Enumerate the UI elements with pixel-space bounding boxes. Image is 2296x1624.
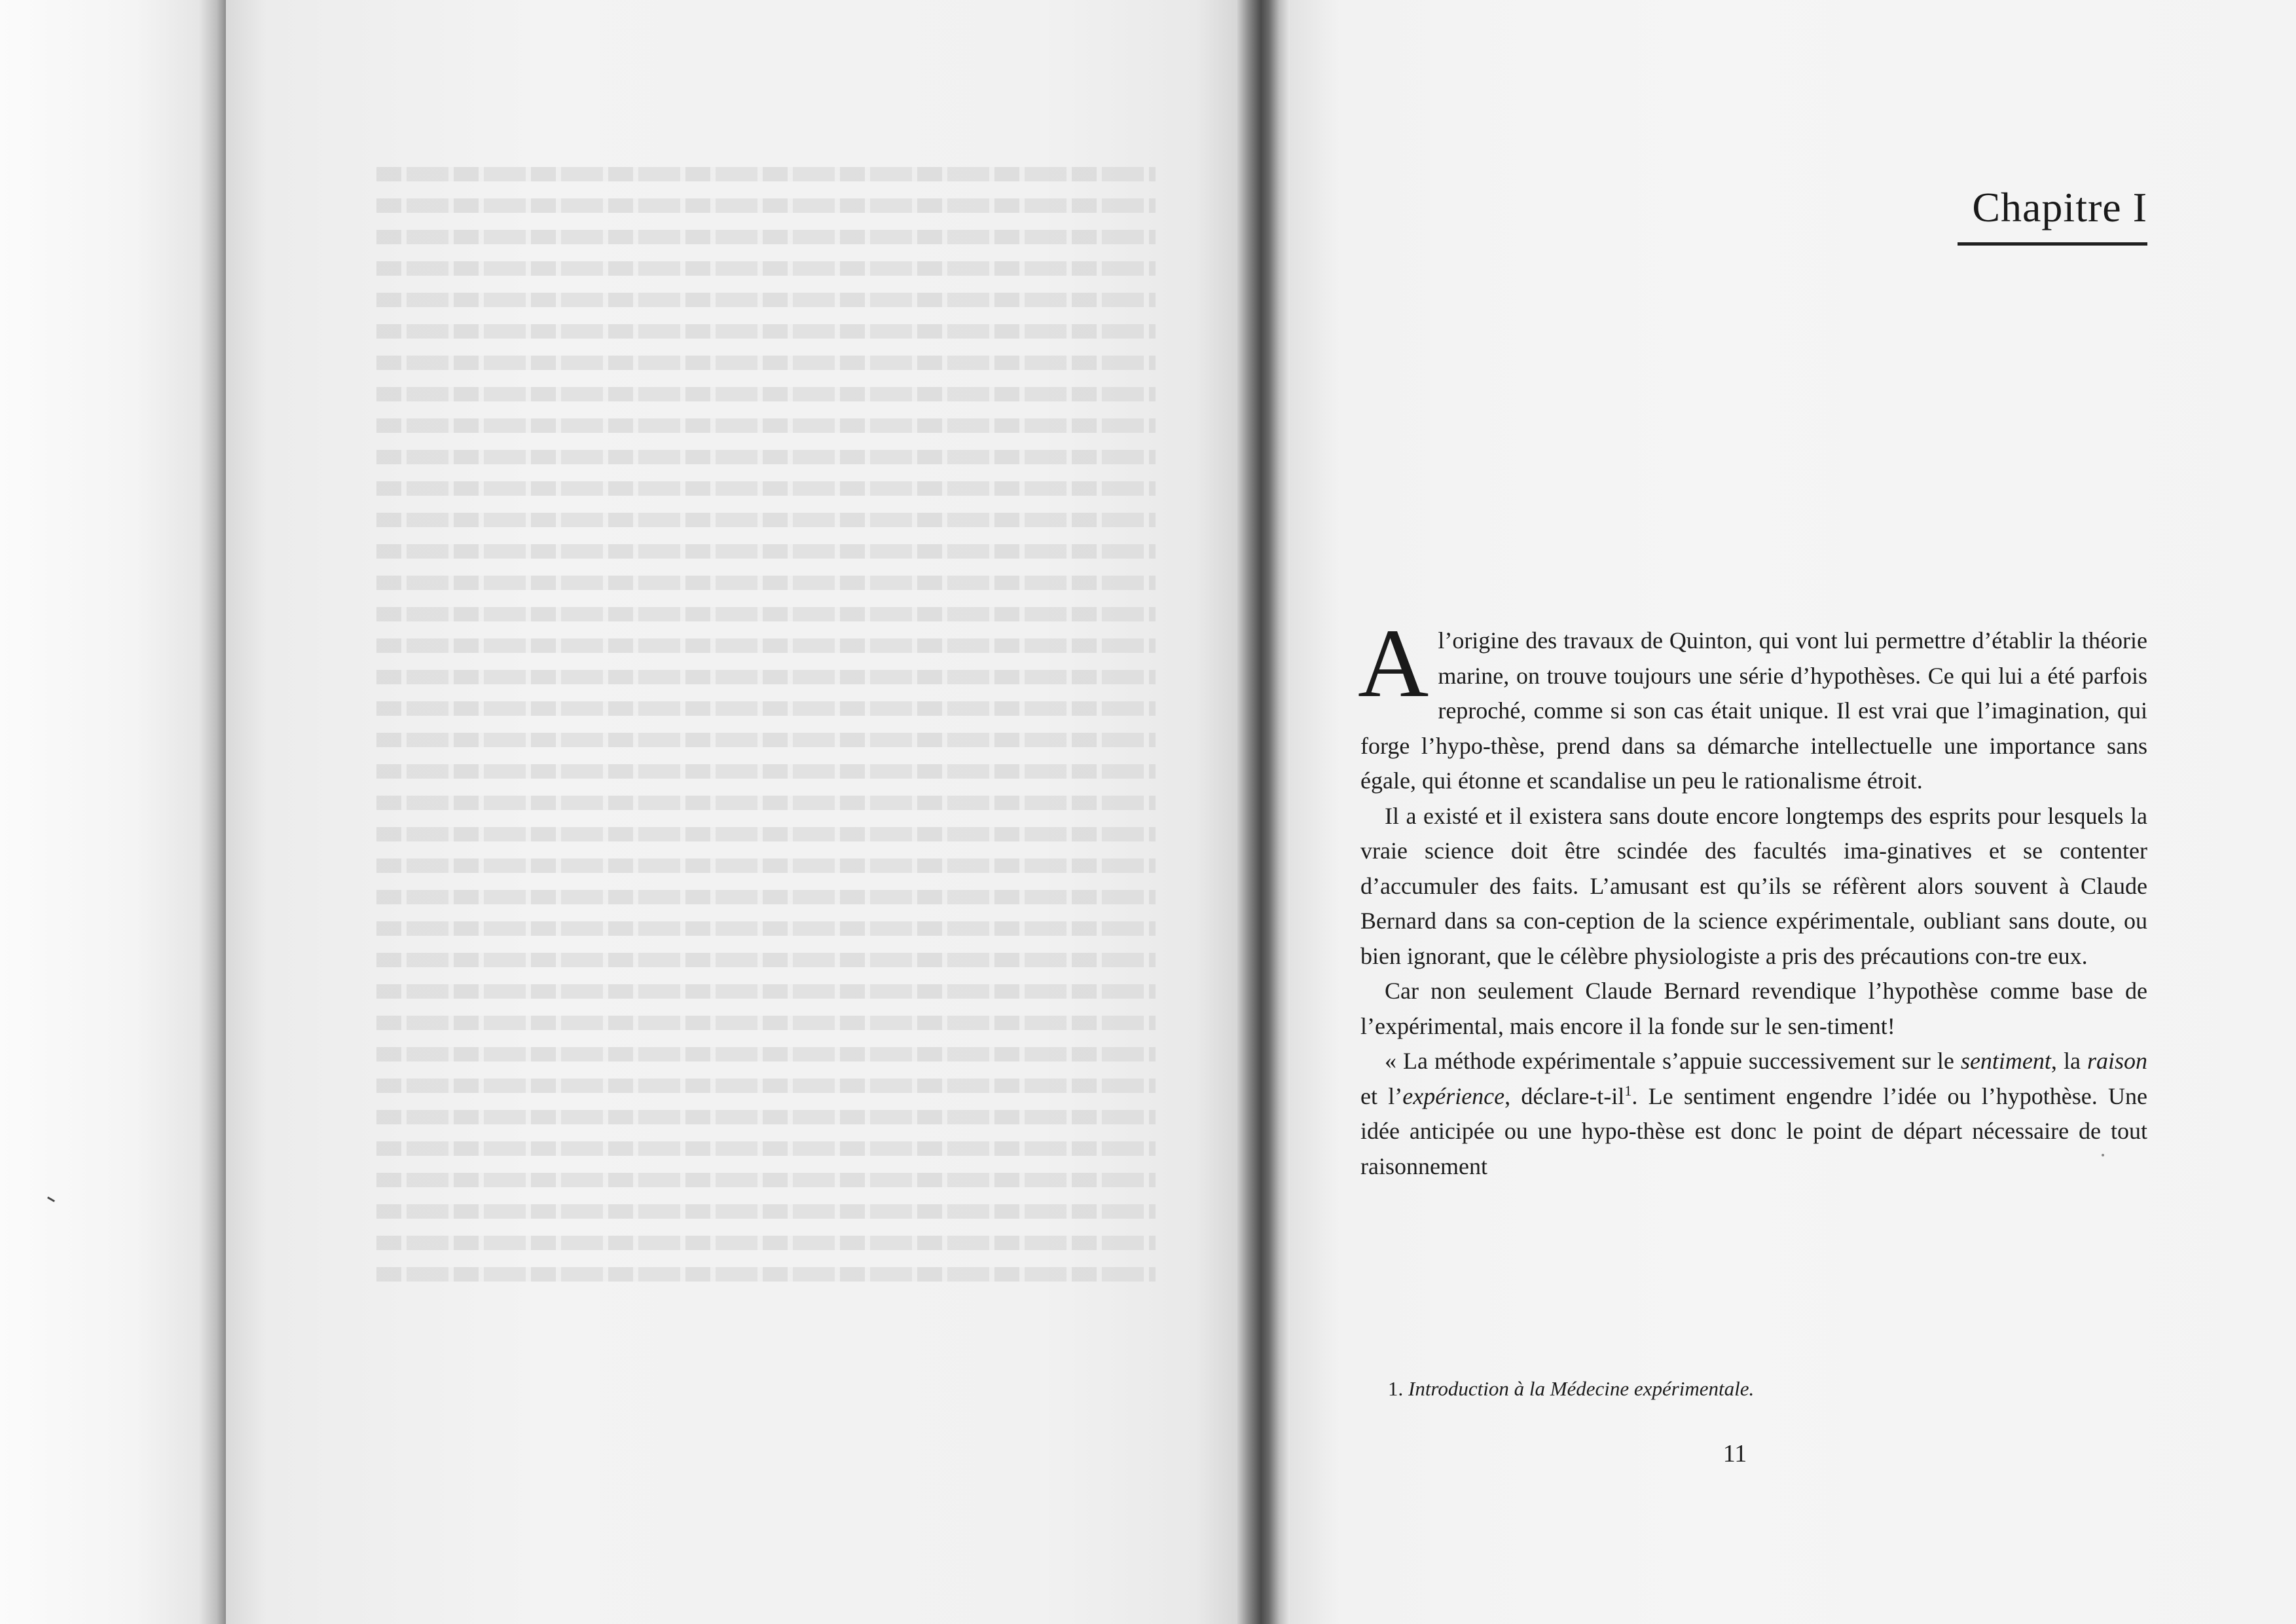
show-through-line: [376, 450, 1156, 464]
footnote-title: Introduction à la Médecine expérimentale.: [1408, 1377, 1755, 1400]
show-through-line: [376, 293, 1156, 307]
show-through-line: [376, 921, 1156, 936]
drop-cap: A: [1358, 609, 1429, 718]
text-run: « La méthode expérimentale s’appuie successivement sur le: [1385, 1048, 1961, 1074]
show-through-line: [376, 638, 1156, 653]
show-through-line: [376, 733, 1156, 747]
show-through-text: [376, 167, 1156, 1299]
show-through-line: [376, 544, 1156, 559]
text-run: , déclare-t-il: [1504, 1082, 1625, 1109]
show-through-line: [376, 261, 1156, 276]
text-run: Il a existé et il existera sans doute encore longtemps des esprits pour lesquels la vraie science doit être scindée des facultés ima-ginatives et se contenter d’accumuler des faits. L’amusant est qu’ils se réfèrent alors souvent à Claude Bernard dans sa con-ception de la science expérimentale, oubliant sans doute, ou bien ignorant, que le célèbre physiologiste a pris des précautions con-tre eux.: [1360, 802, 2147, 969]
show-through-line: [376, 1079, 1156, 1093]
text-run: , la: [2050, 1048, 2087, 1074]
italic-word: raison: [2086, 1048, 2147, 1074]
show-through-line: [376, 418, 1156, 433]
paragraph-2-text: [1360, 803, 2147, 969]
paragraph-4: [1360, 1044, 2147, 1184]
show-through-line: [376, 1016, 1156, 1030]
show-through-line: [376, 356, 1156, 370]
show-through-line: [376, 764, 1156, 779]
paragraph-2: [1360, 799, 2147, 974]
left-page-blank-verso: [226, 0, 1247, 1624]
show-through-line: [376, 953, 1156, 967]
footnote: [1388, 1377, 2108, 1401]
italic-word: expérience: [1402, 1082, 1505, 1109]
show-through-line: [376, 796, 1156, 810]
book-gutter: [1237, 0, 1290, 1624]
show-through-line: [376, 513, 1156, 527]
chapter-title: Chapitre I: [1972, 184, 2147, 231]
show-through-line: [376, 984, 1156, 999]
paragraph-3: [1360, 974, 2147, 1044]
paragraph-4-text: [1360, 1048, 2147, 1179]
show-through-line: [376, 607, 1156, 621]
scanner-edge: [0, 0, 226, 1624]
show-through-line: [376, 1141, 1156, 1156]
show-through-line: [376, 167, 1156, 181]
footnote-reference: 1: [1624, 1082, 1632, 1099]
show-through-line: [376, 1236, 1156, 1250]
speck-mark: [2102, 1154, 2104, 1156]
chapter-title-underline: [1958, 242, 2147, 246]
paragraph-3-text: [1360, 978, 2147, 1039]
show-through-line: [376, 1267, 1156, 1282]
show-through-line: [376, 481, 1156, 496]
page-number: 11: [1722, 1440, 1747, 1467]
show-through-line: [376, 827, 1156, 841]
text-run: Car non seulement Claude Bernard revendique l’hypothèse comme base de l’expérimental, mais encore il la fonde sur le sen-timent!: [1360, 978, 2147, 1039]
text-run: . Le sentiment engendre l’idée ou l’hypothèse. Une idée anticipée ou une hypo-thèse est donc le point de départ nécessaire de tout raisonnement: [1360, 1082, 2147, 1179]
text-run: l’origine des travaux de Quinton, qui vont lui permettre d’établir la théorie marine, on trouve toujours une série d’hypothèses. Ce qui lui a été parfois reproché, comme si son cas était unique. Il est vrai que l’imagination, qui forge l’hypo-thèse, prend dans sa démarche intellectuelle une importance sans égale, qui étonne et scandalise un peu le rationalisme étroit.: [1360, 627, 2147, 794]
body-text: [1358, 609, 2147, 1184]
text-run: et l’: [1360, 1082, 1403, 1109]
show-through-line: [376, 324, 1156, 339]
show-through-line: [376, 230, 1156, 244]
show-through-line: [376, 1047, 1156, 1061]
show-through-line: [376, 576, 1156, 590]
right-page: [1290, 0, 2296, 1624]
show-through-line: [376, 670, 1156, 684]
show-through-line: [376, 1110, 1156, 1124]
show-through-line: [376, 198, 1156, 213]
show-through-line: [376, 890, 1156, 904]
paragraph-1-text: [1358, 609, 2147, 794]
show-through-line: [376, 858, 1156, 873]
footnote-number: 1.: [1388, 1377, 1404, 1400]
show-through-line: [376, 387, 1156, 401]
italic-word: sentiment: [1960, 1048, 2051, 1074]
paragraph-1: [1358, 609, 2147, 799]
show-through-line: [376, 1173, 1156, 1187]
show-through-line: [376, 701, 1156, 716]
show-through-line: [376, 1204, 1156, 1219]
